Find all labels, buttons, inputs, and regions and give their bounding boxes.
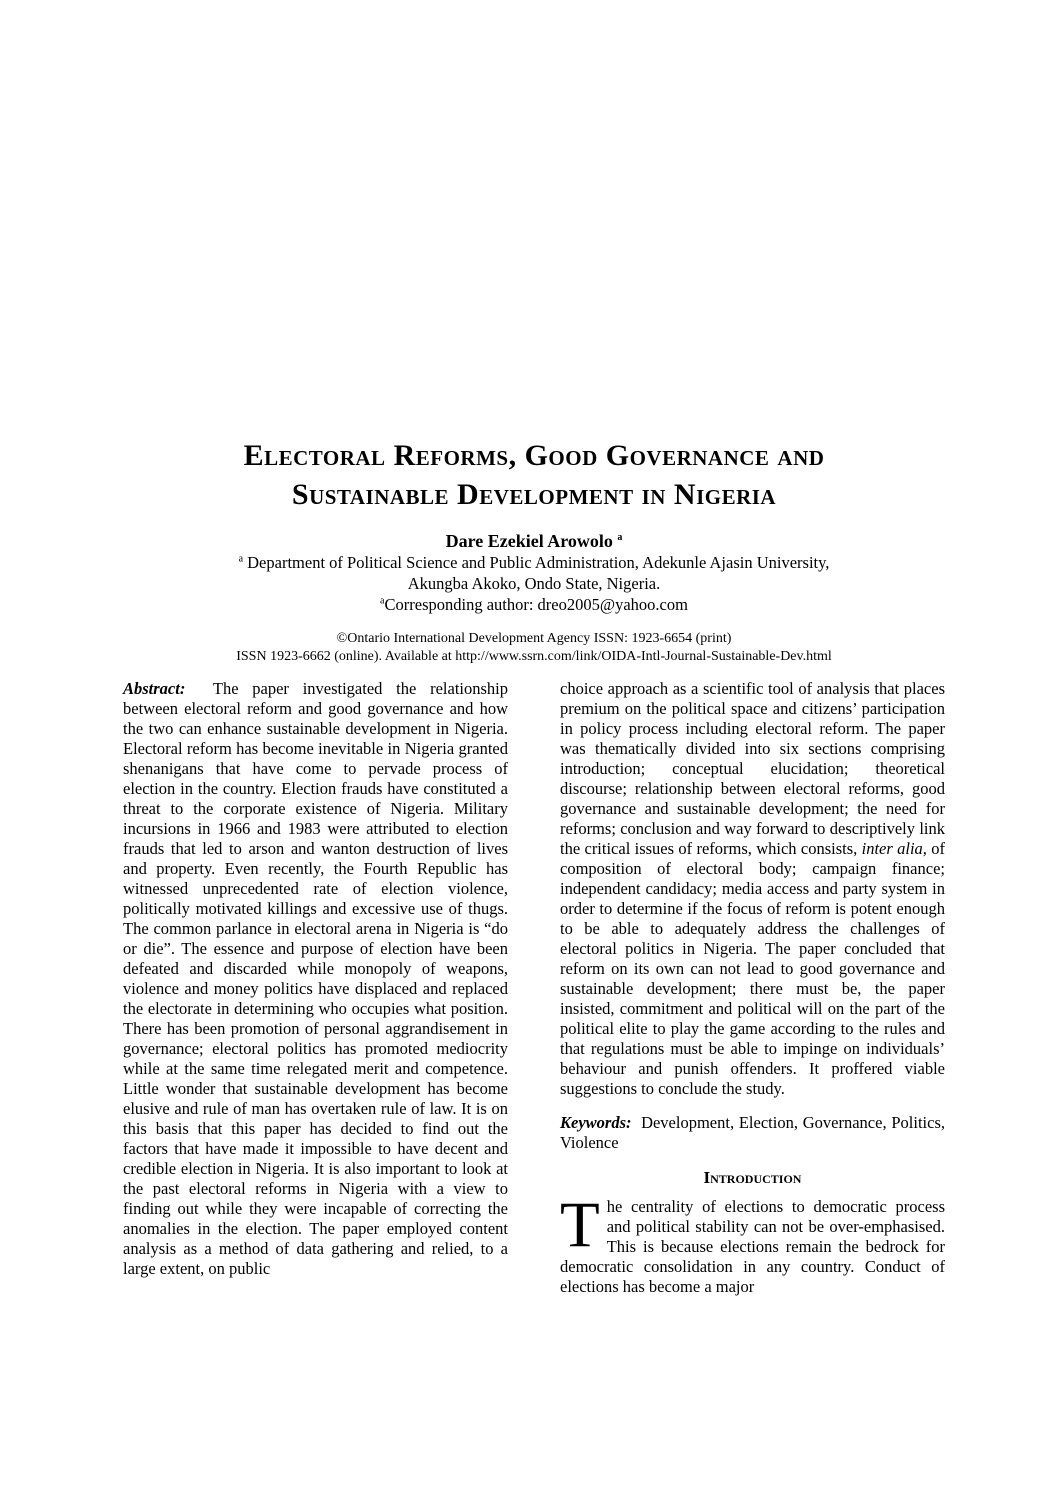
keywords-text: Development, Election, Governance, Politics, Violence (560, 1113, 945, 1152)
keywords-paragraph (560, 1113, 945, 1153)
abstract-italic-phrase: inter alia, (861, 839, 927, 858)
abstract-column1-text: The paper investigated the relationship between electoral reform and good governance and how the two can enhance sustainable development in Nigeria. Electoral reform has become inevitable in Nigeria granted shenanigans that have come to pervade process of election in the country. Election frauds have constituted a threat to the corporate existence of Nigeria. Military incursions in 1966 and 1983 were attributed to election frauds that led to arson and wanton destruction of lives and property. Even recently, the Fourth Republic has witnessed unprecedented rate of election violence, politically motivated killings and excessive use of thugs. The common parlance in electoral arena in Nigeria is “do or die”. The essence and purpose of election have been defeated and discarded while monopoly of weapons, violence and money politics have displaced and replaced the electorate in determining who occupies what position. There has been promotion of personal aggrandisement in governance; electoral politics has promoted mediocrity while at the same time relegated merit and competence. Little wonder that sustainable development has become elusive and rule of man has overtaken rule of law. It is on this basis that this paper has decided to find out the factors that have made it impossible to have decent and credible election in Nigeria. It is also important to look at the past electoral reforms in Nigeria with a view to finding out while they were incapable of correcting the anomalies in the election. The paper employed content analysis as a method of data gathering and relied, to a large extent, on public (123, 679, 508, 1278)
left-column (123, 679, 508, 1297)
introduction-heading: Introduction (703, 1168, 802, 1187)
corresponding-superscript: a (380, 595, 385, 607)
two-column-body (123, 679, 945, 1297)
abstract-column2-text-a: choice approach as a scientific tool of analysis that places premium on the political space and citizens’ participation in policy process including electoral reform. The paper was thematically divided into six sections comprising introduction; conceptual elucidation; theoretical discourse; relationship between electoral reforms, good governance and sustainable development; the need for reforms; conclusion and way forward to descriptively link the critical issues of reforms, which consists, (560, 679, 945, 858)
keywords-label: Keywords: (560, 1113, 632, 1132)
paper-title: Electoral Reforms, Good Governance and Sustainable Development in Nigeria (243, 439, 825, 511)
introduction-dropcap: T (560, 1189, 600, 1261)
affiliation-line-2: Akungba Akoko, Ondo State, Nigeria. (407, 574, 661, 593)
publisher-block (123, 630, 945, 666)
author-block (123, 530, 945, 615)
page-content (123, 436, 945, 1297)
publisher-line-1: ©Ontario International Development Agency ISSN: 1923-6654 (print) (336, 631, 732, 646)
abstract-label: Abstract: (123, 679, 186, 698)
introduction-text: he centrality of elections to democratic process and political stability can not be over-emphasised. This is because elections remain the bedrock for democratic consolidation in any country. Conduct of elections has become a major (560, 1197, 945, 1296)
abstract-continued-paragraph (560, 679, 945, 1099)
author-name (123, 530, 945, 552)
abstract-column2-text-b: of composition of electoral body; campaign finance; independent candidacy; media access and party system in order to determine if the focus of reform is potent enough to be able to adequately address the challenges of electoral politics in Nigeria. The paper concluded that reform on its own can not lead to good governance and sustainable development; there must be, the paper insisted, commitment and political will on the part of the political elite to play the game according to the rules and that regulations must be able to impinge on individuals’ behaviour and punish offenders. It proffered viable suggestions to conclude the study. (560, 839, 945, 1098)
introduction-paragraph (560, 1189, 945, 1297)
right-column (560, 679, 945, 1297)
author-name-text: Dare Ezekiel Arowolo (445, 531, 613, 551)
corresponding-author-line (123, 594, 945, 615)
affiliation-superscript: a (238, 553, 244, 565)
affiliation-line-1 (123, 552, 945, 573)
affiliation-line-1-text: Department of Political Science and Public Administration, Adekunle Ajasin University, (247, 553, 830, 572)
publisher-line-2: ISSN 1923-6662 (online). Available at http://www.ssrn.com/link/OIDA-Intl-Journal-Sustainable-Dev.html (236, 649, 832, 664)
author-superscript: a (617, 532, 623, 543)
corresponding-author-text: Corresponding author: dreo2005@yahoo.com (384, 595, 688, 614)
abstract-paragraph (123, 679, 508, 1279)
